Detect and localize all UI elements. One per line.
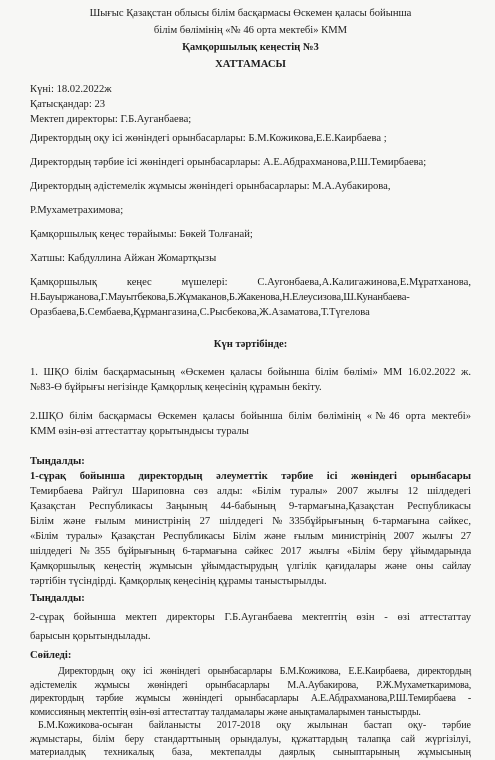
secretary-line: Хатшы: Кабдуллина Айжан Жомартқызы <box>30 253 217 264</box>
listened-2-label: Тыңдалды: <box>30 593 85 604</box>
council-chair-line: Қамқоршылық кеңес төрайымы: Бөкей Толғанай; <box>30 229 253 240</box>
director-line: Мектеп директоры: Г.Б.Ауганбаева; <box>30 114 192 125</box>
header-school-line: білім бөлімінің «№ 46 орта мектебі» КММ <box>153 25 348 36</box>
listened-2-line-2: барысын қорытындылады. <box>30 631 151 642</box>
agenda-title: Күн тәртібінде: <box>213 339 288 350</box>
spoke-line-2: әдістемелік жұмысы жөніндегі орынбасарлары М.А.Аубакирова, Р.Ж.Мухаметкаримова, <box>30 679 471 691</box>
council-members-line-2: Н.Бауыржанова,Г.Мауытбекова,Б.Жұмаканов,Б.Жакенова,Н.Елеусизова,Ш.Кунанбаева- <box>30 292 410 303</box>
spoke-label: Сөйледі: <box>30 650 72 661</box>
listened-1-line-4: Білім және ғылым министрінің 27 шілдедегі №335бұйрығының 6-тармағына сәйкес, <box>30 516 471 527</box>
listened-1-line-2: Темирбаева Райгул Шариповна сөз алды: «Білім туралы» 2007 жылғы 12 шілдедегі <box>30 486 471 497</box>
agenda-item-2-line-2: КММ өзін-өзі аттестаттау қорытындысы туралы <box>30 426 249 437</box>
spoke-line-4: комиссияның мектептің өзін-өзі аттестаттау талдамалары және анықтамаларымен таныстырды. <box>30 706 421 718</box>
listened-1-line-1: 1-сұрақ бойынша директордың әлеуметтік тәрбие ісі жөніндегі орынбасары <box>30 471 471 482</box>
header-council-title: Қамқоршылық кеңестің №3 <box>182 42 319 53</box>
listened-1-line-7: Қамқоршылық кеңестің жұмысын ұйымдастырудың үлгілік қағидалары және оны сайлау <box>30 561 471 572</box>
header-protocol-title: ХАТТАМАСЫ <box>215 59 286 70</box>
agenda-item-1-line-1: 1. ШҚО білім басқармасының «Өскемен қаласы бойынша білім бөлімі» ММ 16.02.2022 ж. <box>30 367 471 378</box>
deputy-upbringing-line: Директордың тәрбие ісі жөніндегі орынбасарлары: А.Е.Абдрахманова,Р.Ш.Темирбаева; <box>30 157 427 168</box>
spoke-line-7: материалдық техникалық база, мектепалды даярлық сыныптарының жұмысының <box>30 747 471 758</box>
council-members-line-1: Қамқоршылық кеңес мүшелері: С.Аугонбаева,А.Калигажинова,Е.Мұратханова, <box>30 277 471 288</box>
deputy-methodical-line: Директордың әдістемелік жұмысы жөніндегі орынбасарлары: М.А.Аубакирова, <box>30 181 391 192</box>
deputy-education-line: Директордың оқу ісі жөніндегі орынбасарлары: Б.М.Кожикова,Е.Е.Каирбаева ; <box>30 133 387 144</box>
meeting-date: Күні: 18.02.2022ж <box>30 84 112 95</box>
agenda-item-1-line-2: №83-Ө бұйрығы негізінде Қамқорлық кеңесінің құрамын бекіту. <box>30 382 322 393</box>
listened-1-line-6: шілдедегі №355 бұйрығының 6-тармағына сәйкес 2017 жылғы «Білім беру ұйымдарында <box>30 546 471 557</box>
header-org-line: Шығыс Қазақстан облысы білім басқармасы Өскемен қаласы бойынша <box>89 8 412 19</box>
listened-1-line-8: тәртібін түсіндірді. Қамқорлық кеңесінің құрамы таныстырылды. <box>30 576 327 587</box>
attendee-count: Қатысқандар: 23 <box>30 99 106 110</box>
listened-2-line-1: 2-сұрақ бойынша мектеп директоры Г.Б.Ауганбаева мектептің өзін - өзі аттестаттау <box>30 612 471 623</box>
council-members-line-3: Оразбаева,Б.Сембаева,Құрмангазина,С.Рысбекова,Ж.Азаматова,Т.Түгелова <box>30 307 370 318</box>
spoke-line-1: Директордың оқу ісі жөніндегі орынбасарлары Б.М.Кожикова, Е.Е.Каирбаева, директордың <box>58 666 471 677</box>
listened-1-line-3: Қазақстан Республикасы Заңының 44-бабының 9-тармағына,Қазақстан Республикасы <box>30 501 471 512</box>
spoke-line-3: директордың тәрбие жұмысы жөніндегі орынбасарлары А.Е.Абдрахманова,Р.Ш.Темирбаева - <box>30 693 471 704</box>
listened-1-label: Тыңдалды: <box>30 456 85 467</box>
deputy-methodical-line-2: Р.Мухаметрахимова; <box>30 205 124 216</box>
spoke-line-5: Б.М.Кожикова-осыған байланысты 2017-2018 оқу жылынан бастап оқу- тәрбие <box>38 720 471 731</box>
listened-1-line-5: «Білім туралы» Қазақстан Республикасы Білім және ғылым министрінің 2007 жылғы 27 <box>30 531 471 542</box>
spoke-line-6: жұмыстары, білім беру стандарттының орындалуы, құжаттардың талапқа сай жүргізілуі, <box>30 733 471 745</box>
agenda-item-2-line-1: 2.ШҚО білім басқармасы Өскемен қаласы бойынша білім бөлімінің «№46 орта мектебі» <box>30 411 471 422</box>
